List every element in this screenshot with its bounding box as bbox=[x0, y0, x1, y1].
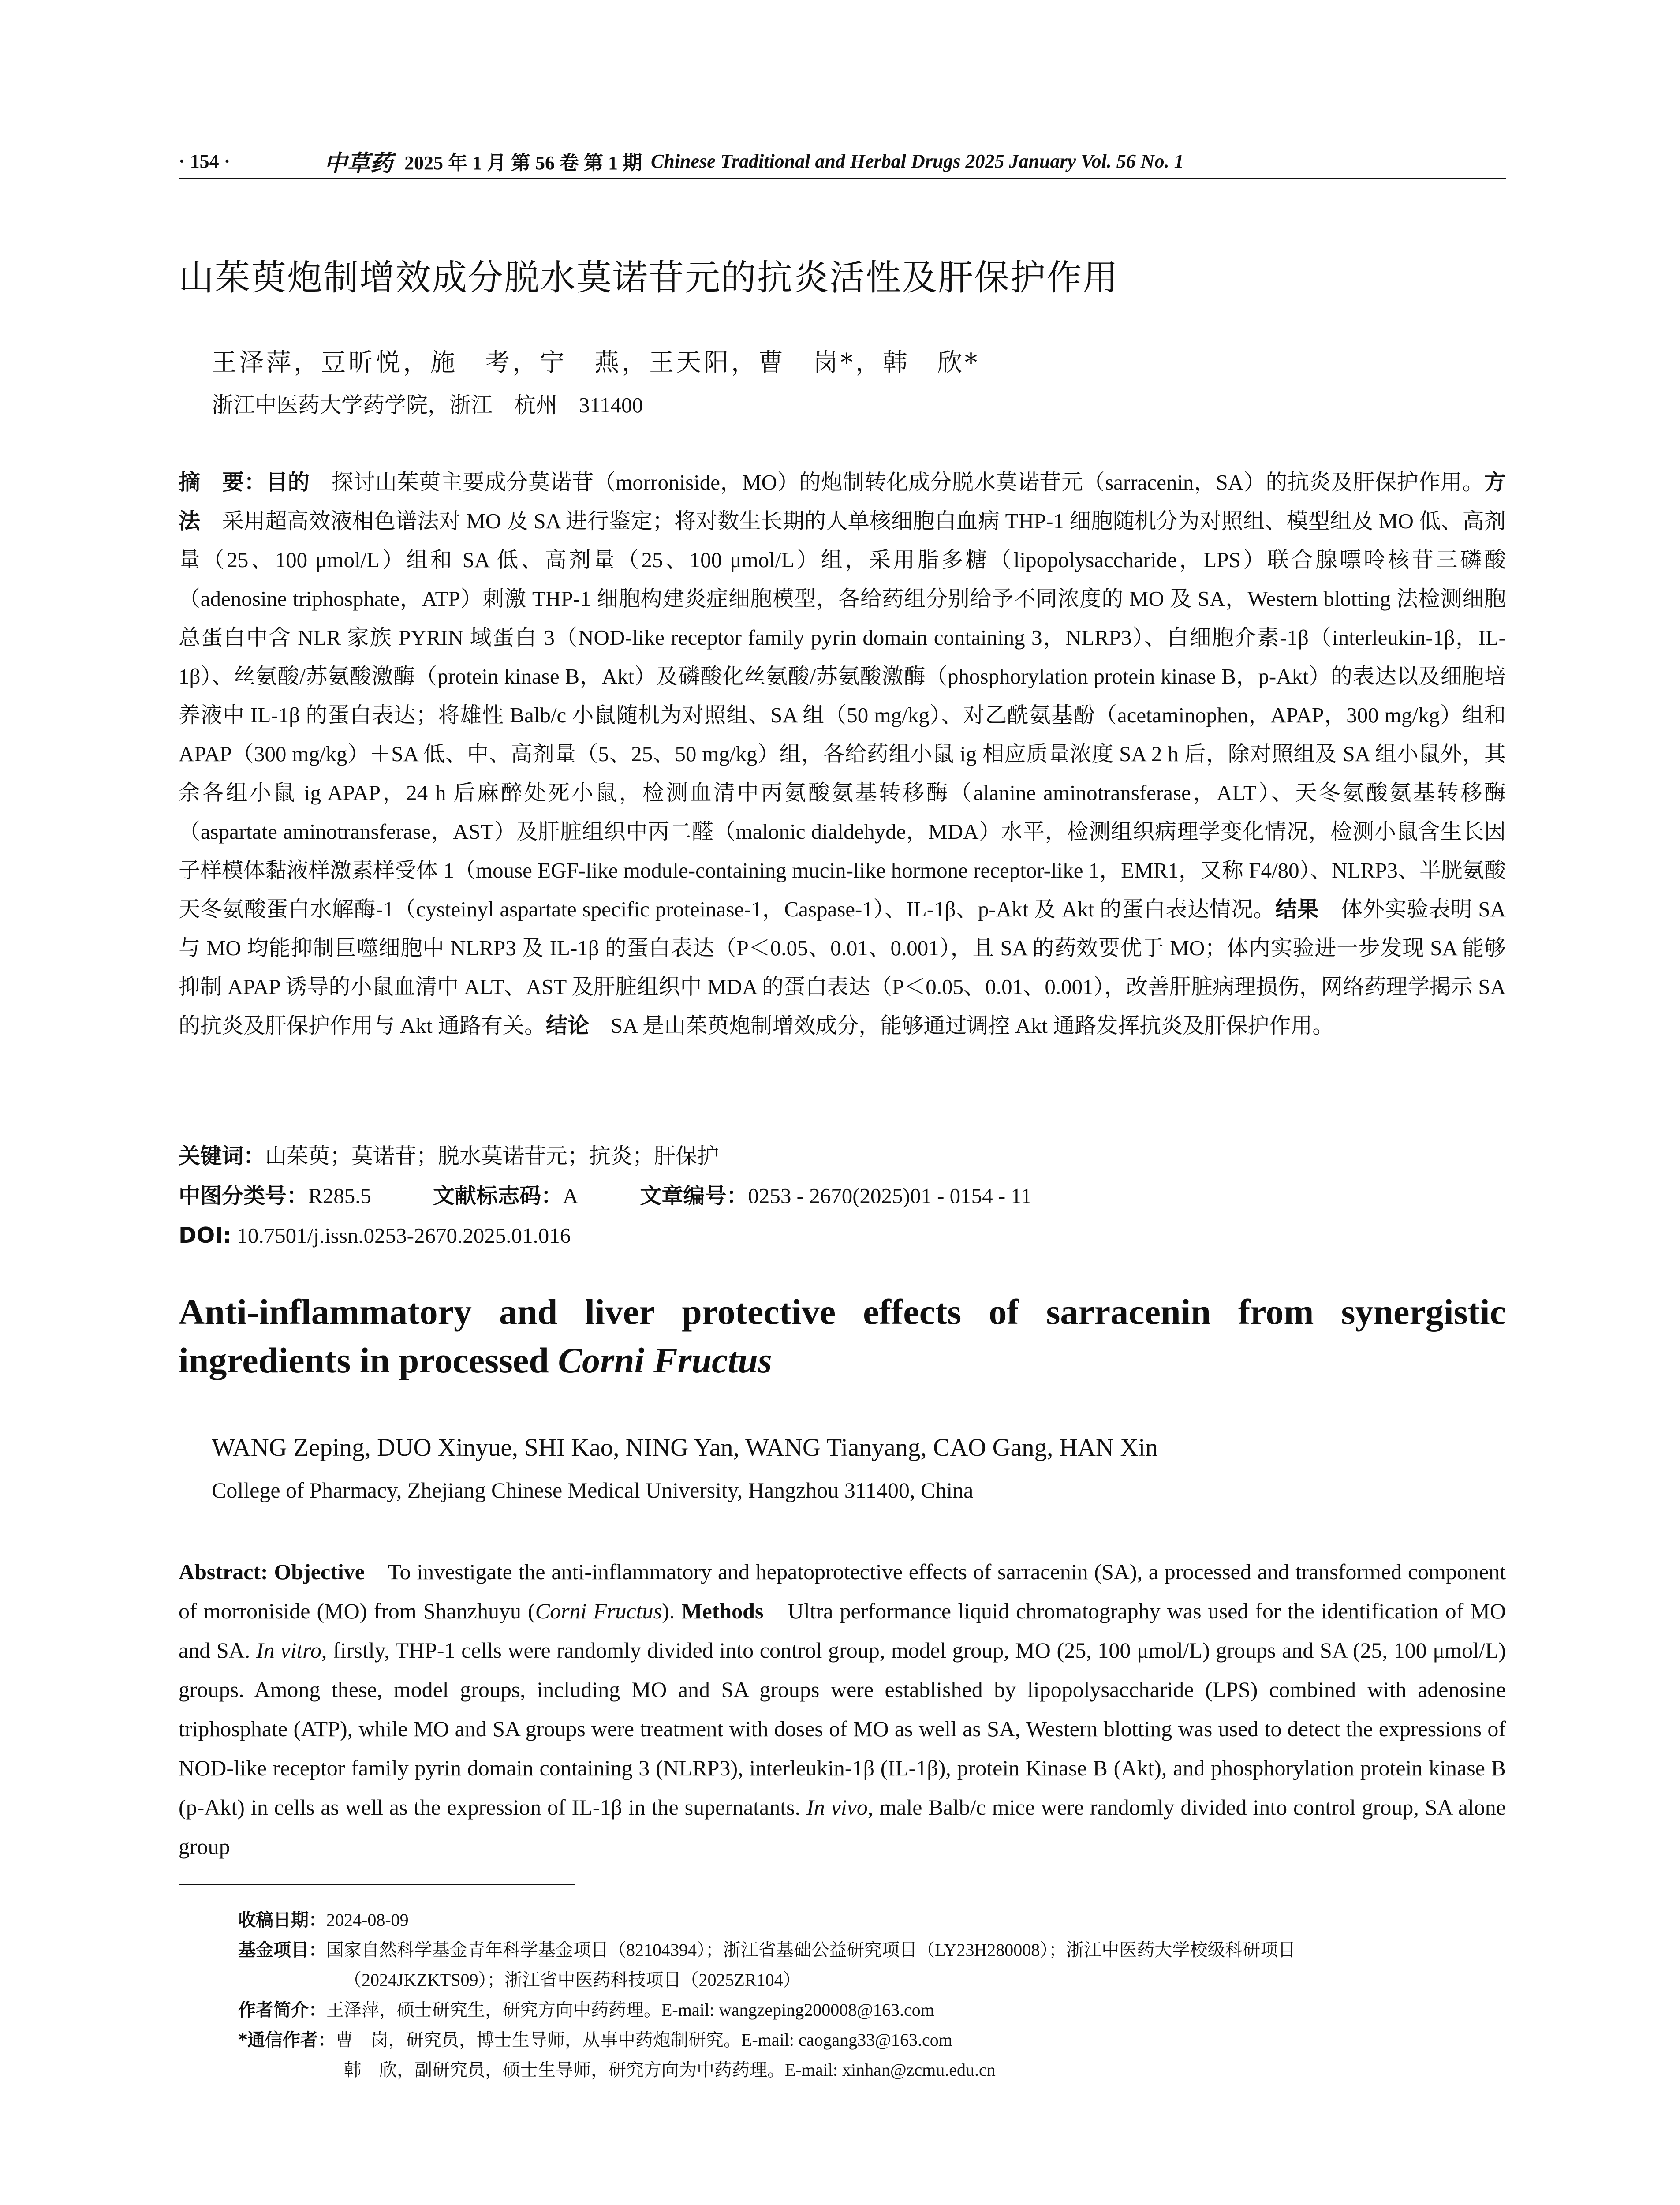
cn-results-label: 结果 bbox=[1275, 897, 1319, 922]
cn-affiliation: 浙江中医药大学药学院，浙江 杭州 311400 bbox=[212, 393, 643, 417]
doc-code-value: A bbox=[562, 1184, 579, 1208]
keywords-value: 山茱萸；莫诺苷；脱水莫诺苷元；抗炎；肝保护 bbox=[265, 1144, 719, 1168]
fund-note bbox=[238, 1935, 1508, 1965]
running-header bbox=[179, 143, 1506, 179]
cn-methods-label: 方法 bbox=[179, 470, 1506, 534]
en-methods-a: Ultra performance liquid chromatography was used for the identification of MO and SA. bbox=[179, 1599, 1506, 1663]
fund-value-2: （2024JKZKTS09）；浙江省中医药科技项目（2025ZR104） bbox=[344, 1970, 801, 1990]
en-title-main: Anti-inflammatory and liver protective effects of sarracenin from synergistic ingredients in processed bbox=[179, 1292, 1506, 1380]
corr-value-1: 曹 岗，研究员，博士生导师，从事中药炮制研究。E-mail: caogang33@163.com bbox=[335, 2030, 952, 2050]
cn-doi bbox=[179, 1216, 571, 1255]
fund-note-cont bbox=[238, 1965, 1508, 1995]
en-objective-a: To investigate the anti-inflammatory and hepatoprotective effects of sarracenin (SA), a processed and transformed component of morroniside (MO) from Shanzhuyu ( bbox=[179, 1559, 1506, 1623]
en-authors: WANG Zeping, DUO Xinyue, SHI Kao, NING Yan, WANG Tianyang, CAO Gang, HAN Xin bbox=[212, 1434, 1158, 1461]
en-abstract-label: Abstract: Objective bbox=[179, 1559, 365, 1584]
en-title bbox=[179, 1288, 1506, 1385]
corr-note bbox=[238, 2025, 1508, 2055]
en-objective-b: ). bbox=[662, 1599, 675, 1623]
received-label: 收稿日期： bbox=[238, 1910, 326, 1930]
author-label: 作者简介： bbox=[238, 2000, 326, 2020]
en-abstract bbox=[179, 1552, 1506, 1866]
received-note bbox=[238, 1905, 1508, 1935]
article-no-value: 0253 - 2670(2025)01 - 0154 - 11 bbox=[748, 1184, 1032, 1208]
article-no-label: 文章编号： bbox=[640, 1183, 748, 1208]
doi-label: DOI: bbox=[179, 1223, 232, 1248]
footnotes bbox=[238, 1905, 1508, 2085]
clc-value: R285.5 bbox=[308, 1184, 371, 1208]
en-methods-b: , firstly, THP-1 cells were randomly divided into control group, model group, MO (25, 100 μmol/L) groups and SA (25, 100 μmol/L) groups. Among these, model groups, including MO and SA groups were established by lipopolysaccharide (LPS) combined with adenosine triphosphate (ATP), while MO and SA groups were treatment with doses of MO as well as SA, Western blotting was used to detect the expressions of NOD-like receptor family pyrin domain containing 3 (NLRP3), interleukin-1β (IL-1β), protein Kinase B (Akt), and phosphorylation protein kinase B (p-Akt) in cells as well as the expression of IL-1β in the supernatants. bbox=[179, 1638, 1506, 1820]
author-note bbox=[238, 1995, 1508, 2025]
doc-code-label: 文献标志码： bbox=[433, 1183, 563, 1208]
corr-value-2: 韩 欣，副研究员，硕士生导师，研究方向为中药药理。E-mail: xinhan@zcmu.edu.cn bbox=[344, 2060, 996, 2080]
cn-classification bbox=[179, 1177, 1032, 1215]
en-methods-c: , male Balb/c mice were randomly divided into control group, SA alone group bbox=[179, 1795, 1506, 1859]
fund-label: 基金项目： bbox=[238, 1940, 326, 1960]
cn-results: 体外实验表明 SA 与 MO 均能抑制巨噬细胞中 NLRP3 及 IL-1β 的蛋白表达（P＜0.05、0.01、0.001），且 SA 的药效要优于 MO；体内实验进一步发现 SA 能够抑制 APAP 诱导的小鼠血清中 ALT、AST 及肝脏组织中 MDA 的蛋白表达（P＜0.05、0.01、0.001），改善肝脏病理损伤，网络药理学揭示 SA 的抗炎及肝保护作用与 Akt 通路有关。 bbox=[179, 897, 1506, 1038]
journal-name-en: Chinese Traditional and Herbal Drugs 2025 January Vol. 56 No. 1 bbox=[651, 150, 1184, 172]
en-in-vitro: In vitro bbox=[256, 1638, 321, 1663]
author-value: 王泽萍，硕士研究生，研究方向中药药理。E-mail: wangzeping200008@163.com bbox=[326, 2000, 934, 2020]
en-methods-label: Methods bbox=[681, 1599, 764, 1623]
cn-conclusion: SA 是山茱萸炮制增效成分，能够通过调控 Akt 通路发挥抗炎及肝保护作用。 bbox=[611, 1013, 1334, 1038]
cn-conclusion-label: 结论 bbox=[546, 1013, 590, 1038]
cn-methods: 采用超高效液相色谱法对 MO 及 SA 进行鉴定；将对数生长期的人单核细胞白血病 THP-1 细胞随机分为对照组、模型组及 MO 低、高剂量（25、100 μmol/L）组和 SA 低、高剂量（25、100 μmol/L）组，采用脂多糖（lipopolysaccharide，LPS）联合腺嘌呤核苷三磷酸（adenosine triphosphate，ATP）刺激 THP-1 细胞构建炎症细胞模型，各给药组分别给予不同浓度的 MO 及 SA，Western blotting 法检测细胞总蛋白中含 NLR 家族 PYRIN 域蛋白 3（NOD-like receptor family pyrin domain containing 3，NLRP3）、白细胞介素-1β（interleukin-1β，IL-1β）、丝氨酸/苏氨酸激酶（protein kinase B，Akt）及磷酸化丝氨酸/苏氨酸激酶（phosphorylation protein kinase B，p-Akt）的表达以及细胞培养液中 IL-1β 的蛋白表达；将雄性 Balb/c 小鼠随机为对照组、SA 组（50 mg/kg）、对乙酰氨基酚（acetaminophen，APAP，300 mg/kg）组和 APAP（300 mg/kg）＋SA 低、中、高剂量（5、25、50 mg/kg）组，各给药组小鼠 ig 相应质量浓度 SA 2 h 后，除对照组及 SA 组小鼠外，其余各组小鼠 ig APAP，24 h 后麻醉处死小鼠，检测血清中丙氨酸氨基转移酶（alanine aminotransferase，ALT）、天冬氨酸氨基转移酶（aspartate aminotransferase，AST）及肝脏组织中丙二醛（malonic dialdehyde，MDA）水平，检测组织病理学变化情况，检测小鼠含生长因子样模体黏液样激素样受体 1（mouse EGF-like module-containing mucin-like hormone receptor-like 1，EMR1，又称 F4/80）、NLRP3、半胱氨酸天冬氨酸蛋白水解酶-1（cysteinyl aspartate specific proteinase-1，Caspase-1）、IL-1β、p-Akt 及 Akt 的蛋白表达情况。 bbox=[179, 509, 1506, 921]
cn-keywords bbox=[179, 1137, 719, 1176]
clc-label: 中图分类号： bbox=[179, 1183, 309, 1208]
en-affiliation: College of Pharmacy, Zhejiang Chinese Medical University, Hangzhou 311400, China bbox=[212, 1478, 974, 1502]
footnote-rule bbox=[179, 1884, 575, 1885]
cn-title: 山茱萸炮制增效成分脱水莫诺苷元的抗炎活性及肝保护作用 bbox=[179, 257, 1119, 298]
en-objective-italic: Corni Fructus bbox=[535, 1599, 662, 1623]
page-number: · 154 · bbox=[179, 150, 231, 172]
en-in-vivo: In vivo bbox=[806, 1795, 868, 1820]
keywords-label: 关键词： bbox=[179, 1144, 265, 1169]
received-value: 2024-08-09 bbox=[326, 1910, 409, 1930]
journal-name-cn: 中草药 bbox=[324, 151, 393, 176]
cn-objective-label: 目的 bbox=[266, 470, 310, 495]
issue-cn: 2025 年 1 月 第 56 卷 第 1 期 bbox=[404, 152, 642, 174]
corr-label: *通信作者： bbox=[238, 2030, 336, 2050]
en-title-italic: Corni Fructus bbox=[558, 1340, 772, 1380]
cn-abstract-label: 摘 要： bbox=[179, 470, 266, 495]
cn-objective: 探讨山茱萸主要成分莫诺苷（morroniside，MO）的炮制转化成分脱水莫诺苷元（sarracenin，SA）的抗炎及肝保护作用。 bbox=[331, 470, 1484, 494]
doi-value[interactable]: 10.7501/j.issn.0253-2670.2025.01.016 bbox=[237, 1223, 571, 1248]
cn-abstract bbox=[179, 463, 1506, 1045]
fund-value-1: 国家自然科学基金青年科学基金项目（82104394）；浙江省基础公益研究项目（LY23H280008）；浙江中医药大学校级科研项目 bbox=[326, 1940, 1296, 1960]
cn-authors: 王泽萍，豆昕悦，施 考，宁 燕，王天阳，曹 岗*，韩 欣* bbox=[212, 348, 980, 377]
corr-note-cont bbox=[238, 2055, 1508, 2085]
header-rule bbox=[179, 178, 1506, 179]
